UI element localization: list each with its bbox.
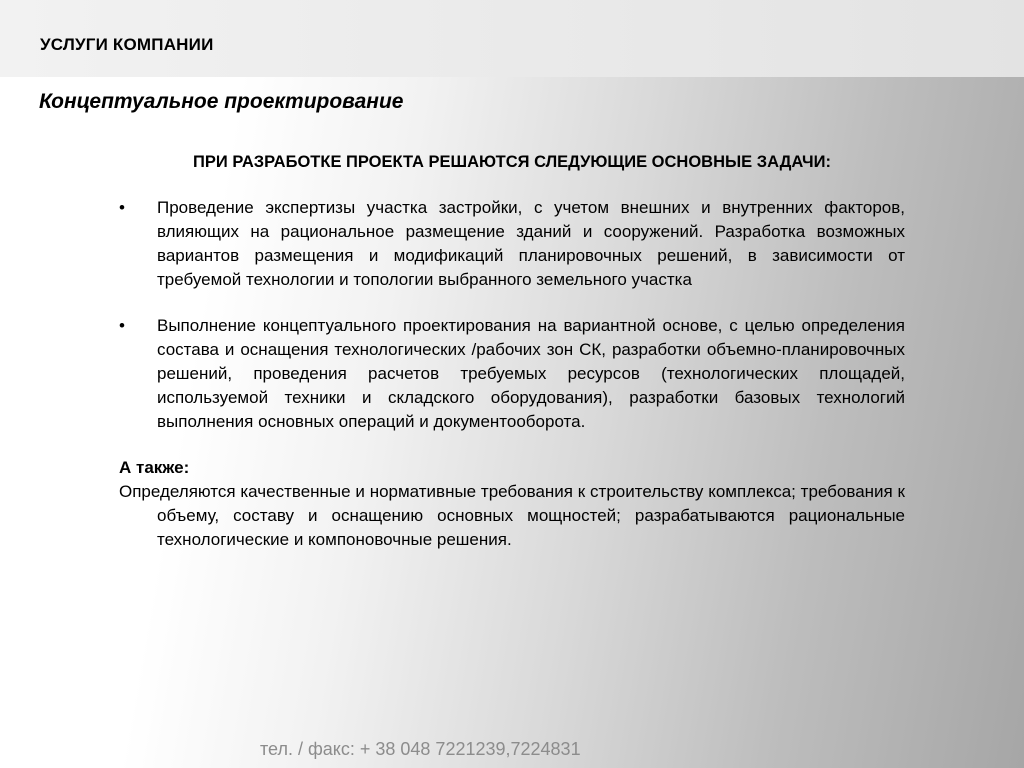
footer-contact: тел. / факс: + 38 048 7221239,7224831 bbox=[260, 739, 581, 759]
task-item bbox=[119, 196, 905, 292]
bullet-icon: • bbox=[119, 316, 125, 335]
bullet-icon: • bbox=[119, 198, 125, 217]
company-services-header: УСЛУГИ КОМПАНИИ bbox=[40, 35, 214, 54]
tasks-heading: ПРИ РАЗРАБОТКЕ ПРОЕКТА РЕШАЮТСЯ СЛЕДУЮЩИЕ ОСНОВНЫЕ ЗАДАЧИ: bbox=[193, 153, 831, 171]
task-item-text: Выполнение концептуального проектирования на вариантной основе, с целью определения состава и оснащения технологических /рабочих зон СК, разработки объемно-планировочных решений, проведения расчетов требуемых ресурсов (технологических площадей, используемой техники и складского оборудования), разработки базовых технологий выполнения основных операций и документооборота. bbox=[157, 316, 905, 431]
content-body bbox=[119, 150, 905, 552]
task-item-text: Проведение экспертизы участка застройки, с учетом внешних и внутренних факторов, влияющих на рациональное размещение зданий и сооружений. Разработка возможных вариантов размещения и модификаций планировочных решений, в зависимости от требуемой технологии и топологии выбранного земельного участка bbox=[157, 198, 905, 289]
also-heading: А также: bbox=[119, 458, 190, 477]
page-title: Концептуальное проектирование bbox=[39, 90, 404, 113]
task-item bbox=[119, 314, 905, 434]
also-text: Определяются качественные и нормативные требования к строительству комплекса; требования к объему, составу и оснащению основных мощностей; разрабатываются рациональные технологические и компоновочные решения. bbox=[119, 482, 905, 549]
